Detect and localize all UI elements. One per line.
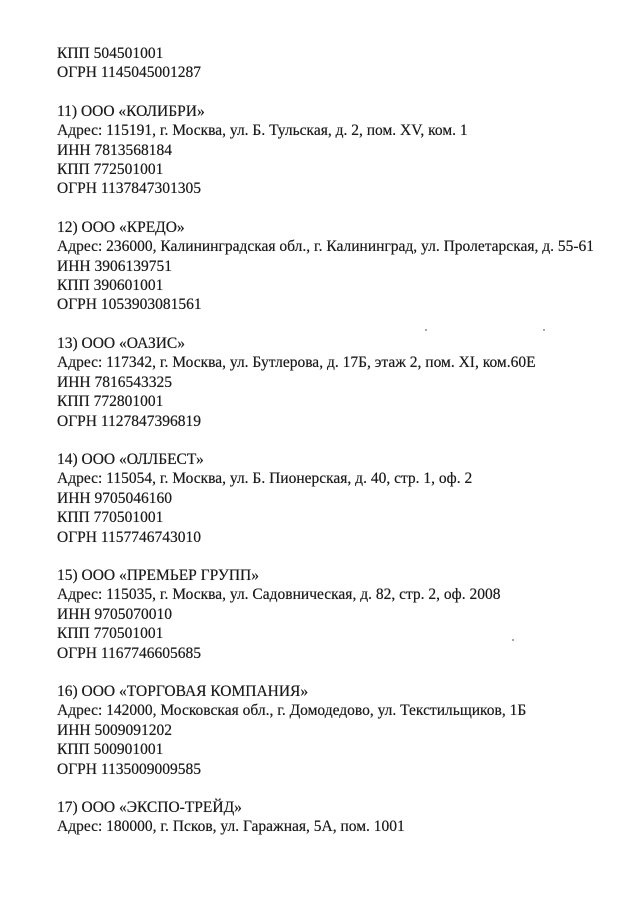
company-inn: ИНН 7813568184 [57, 141, 172, 159]
company-entry-16 [57, 682, 620, 779]
company-ogrn: ОГРН 1137847301305 [57, 180, 202, 198]
company-entry-15 [57, 566, 620, 663]
scan-speck [425, 329, 427, 331]
company-kpp: КПП 770501001 [57, 625, 164, 643]
scan-speck [512, 639, 514, 641]
company-address: Адрес: 117342, г. Москва, ул. Бутлерова, д. 17Б, этаж 2, пом. XI, ком.60Е [57, 354, 536, 372]
company-kpp: КПП 390601001 [57, 277, 164, 295]
company-entry-12 [57, 218, 620, 315]
company-heading: 14) ООО «ОЛЛБЕСТ» [57, 450, 204, 468]
company-address: Адрес: 236000, Калининградская обл., г. Калининград, ул. Пролетарская, д. 55-61 [57, 238, 595, 256]
scan-speck [543, 329, 545, 331]
company-kpp: КПП 770501001 [57, 509, 164, 527]
company-address: Адрес: 142000, Московская обл., г. Домодедово, ул. Текстильщиков, 1Б [57, 702, 527, 720]
company-heading: 11) ООО «КОЛИБРИ» [57, 102, 205, 120]
company-inn: ИНН 5009091202 [57, 721, 172, 739]
company-kpp: КПП 772801001 [57, 393, 164, 411]
company-ogrn: ОГРН 1145045001287 [57, 64, 202, 82]
company-ogrn: ОГРН 1157746743010 [57, 528, 202, 546]
company-entry-11 [57, 102, 620, 199]
company-entry-partial [57, 44, 620, 83]
company-entry-17 [57, 798, 620, 837]
company-entry-13 [57, 334, 620, 431]
company-heading: 13) ООО «ОАЗИС» [57, 334, 186, 352]
company-kpp: КПП 504501001 [57, 45, 164, 62]
company-address: Адрес: 115035, г. Москва, ул. Садовническая, д. 82, стр. 2, оф. 2008 [57, 586, 501, 604]
company-kpp: КПП 772501001 [57, 161, 164, 179]
company-address: Адрес: 115191, г. Москва, ул. Б. Тульская, д. 2, пом. XV, ком. 1 [57, 122, 468, 140]
company-address: Адрес: 180000, г. Псков, ул. Гаражная, 5А, пом. 1001 [57, 818, 405, 836]
company-heading: 16) ООО «ТОРГОВАЯ КОМПАНИЯ» [57, 682, 309, 700]
document-content [57, 44, 620, 856]
company-heading: 17) ООО «ЭКСПО-ТРЕЙД» [57, 799, 242, 816]
company-address: Адрес: 115054, г. Москва, ул. Б. Пионерская, д. 40, стр. 1, оф. 2 [57, 470, 473, 488]
company-inn: ИНН 9705070010 [57, 605, 172, 623]
company-entry-14 [57, 450, 620, 547]
company-kpp: КПП 500901001 [57, 741, 164, 759]
company-heading: 12) ООО «КРЕДО» [57, 218, 185, 236]
company-inn: ИНН 7816543325 [57, 373, 172, 391]
company-inn: ИНН 3906139751 [57, 257, 172, 275]
company-inn: ИНН 9705046160 [57, 489, 172, 507]
company-ogrn: ОГРН 1167746605685 [57, 644, 202, 662]
company-heading: 15) ООО «ПРЕМЬЕР ГРУПП» [57, 566, 259, 584]
company-ogrn: ОГРН 1127847396819 [57, 412, 202, 430]
company-ogrn: ОГРН 1135009009585 [57, 760, 202, 778]
company-ogrn: ОГРН 1053903081561 [57, 296, 202, 314]
